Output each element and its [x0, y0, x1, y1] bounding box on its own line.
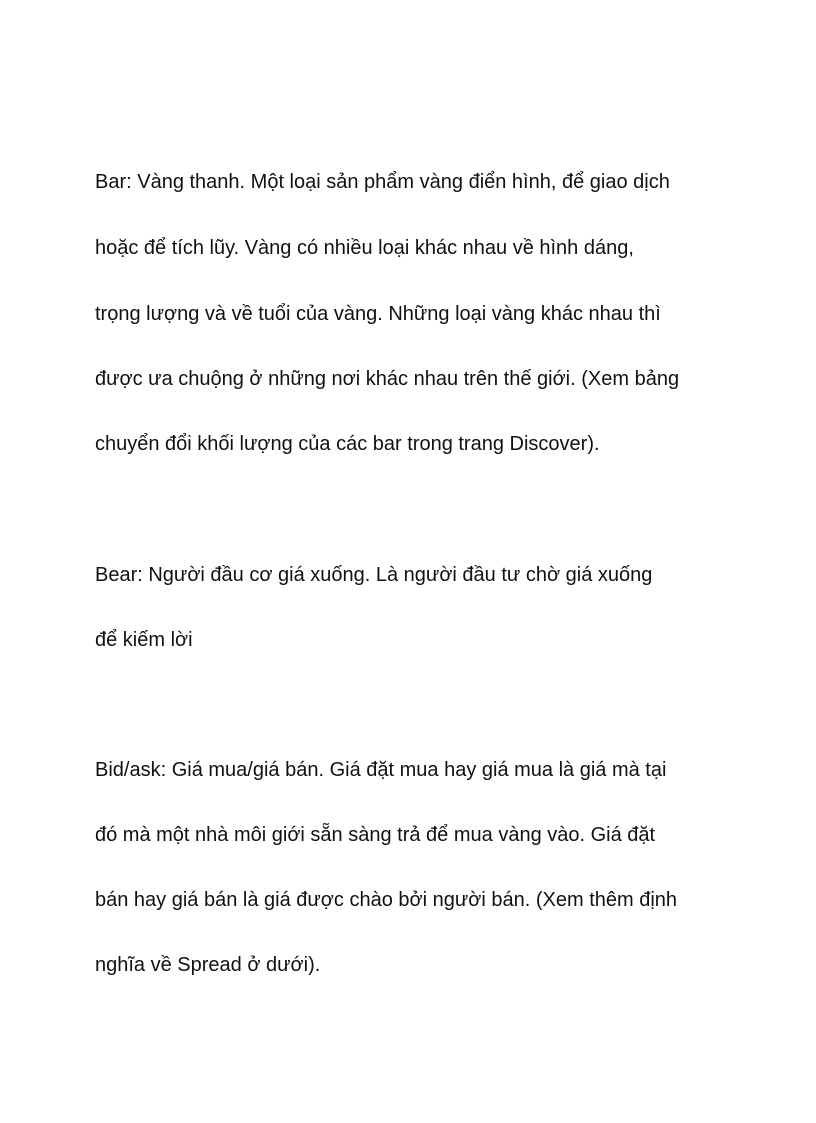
text-line: Bear: Người đầu cơ giá xuống. Là người đầu tư chờ giá xuống — [95, 564, 653, 586]
text-line: chuyển đổi khối lượng của các bar trong trang Discover). — [95, 433, 600, 455]
text-line: hoặc để tích lũy. Vàng có nhiều loại khác nhau về hình dáng, — [95, 237, 634, 259]
text-line: để kiếm lời — [95, 629, 193, 651]
text-line: được ưa chuộng ở những nơi khác nhau trên thế giới. (Xem bảng — [95, 368, 680, 390]
text-line: nghĩa về Spread ở dưới). — [95, 954, 321, 976]
text-line: Bid/ask: Giá mua/giá bán. Giá đặt mua hay giá mua là giá mà tại — [95, 759, 667, 781]
text-line: trọng lượng và về tuổi của vàng. Những loại vàng khác nhau thì — [95, 303, 661, 325]
text-line: bán hay giá bán là giá được chào bởi người bán. (Xem thêm định — [95, 889, 678, 911]
text-line: đó mà một nhà môi giới sẵn sàng trả để mua vàng vào. Giá đặt — [95, 824, 656, 846]
text-line: Bar: Vàng thanh. Một loại sản phẩm vàng điển hình, để giao dịch — [95, 171, 670, 193]
